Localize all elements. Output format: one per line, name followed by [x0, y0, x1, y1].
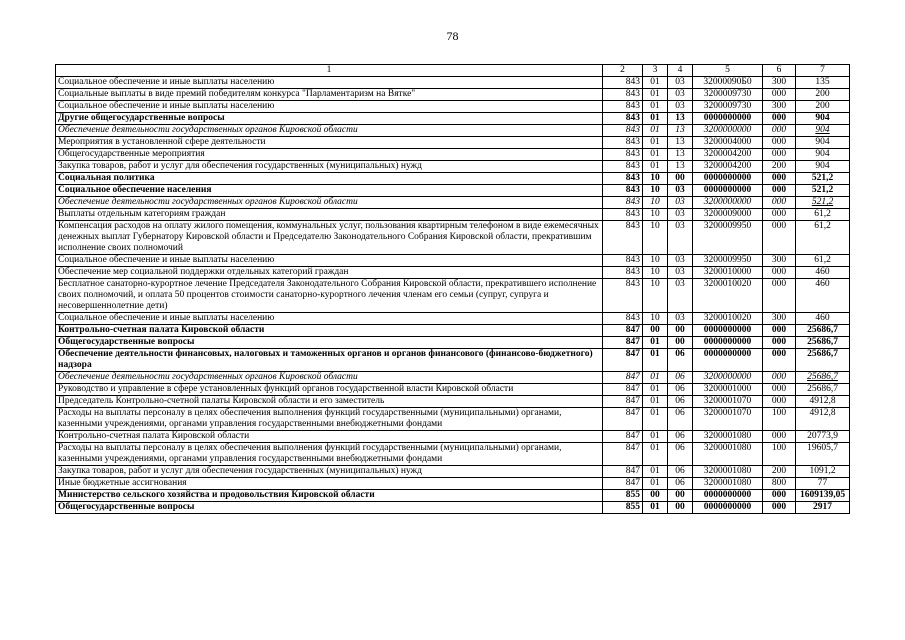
gov-code-cell: 847	[603, 337, 643, 349]
gov-code-cell: 847	[603, 431, 643, 443]
amount-cell: 904	[796, 149, 850, 161]
amount-cell: 904	[796, 113, 850, 125]
subsection-cell: 13	[668, 161, 693, 173]
amount-cell: 25686,7	[796, 325, 850, 337]
subsection-cell: 13	[668, 125, 693, 137]
table-row	[56, 125, 850, 137]
gov-code-cell: 847	[603, 384, 643, 396]
subsection-cell: 13	[668, 149, 693, 161]
subsection-cell: 03	[668, 313, 693, 325]
expense-type-cell: 100	[763, 408, 796, 431]
header-cell: 6	[763, 65, 796, 77]
expense-type-cell: 100	[763, 443, 796, 466]
expense-type-cell: 800	[763, 478, 796, 490]
expense-type-cell: 000	[763, 89, 796, 101]
row-name-cell: Компенсация расходов на оплату жилого помещения, коммунальных услуг, пользования квартирным телефоном в виде ежемесячных денежных выплат Губернатору Кировской области и Председателю Законодательного Собрания Кировской области, прекратившим исполнение своих полномочий	[56, 221, 603, 255]
gov-code-cell: 843	[603, 313, 643, 325]
section-cell: 01	[643, 113, 668, 125]
target-article-cell: 3200009950	[693, 255, 763, 267]
gov-code-cell: 843	[603, 101, 643, 113]
expense-type-cell: 000	[763, 490, 796, 502]
subsection-cell: 03	[668, 89, 693, 101]
gov-code-cell: 843	[603, 255, 643, 267]
header-cell: 2	[603, 65, 643, 77]
gov-code-cell: 847	[603, 408, 643, 431]
row-name-cell: Закупка товаров, работ и услуг для обеспечения государственных (муниципальных) нужд	[56, 161, 603, 173]
gov-code-cell: 843	[603, 173, 643, 185]
table-row	[56, 337, 850, 349]
row-name-cell: Социальное обеспечение и иные выплаты населению	[56, 77, 603, 89]
row-name-cell: Обеспечение деятельности финансовых, налоговых и таможенных органов и органов финансового (финансово-бюджетного) надзора	[56, 349, 603, 372]
section-cell: 01	[643, 125, 668, 137]
gov-code-cell: 843	[603, 221, 643, 255]
gov-code-cell: 847	[603, 443, 643, 466]
section-cell: 01	[643, 372, 668, 384]
subsection-cell: 06	[668, 443, 693, 466]
section-cell: 00	[643, 490, 668, 502]
target-article-cell: 3200001080	[693, 431, 763, 443]
amount-cell: 521,2	[796, 185, 850, 197]
subsection-cell: 03	[668, 197, 693, 209]
amount-cell: 521,2	[796, 173, 850, 185]
expense-type-cell: 300	[763, 77, 796, 89]
table-row	[56, 502, 850, 514]
target-article-cell: 3200001080	[693, 466, 763, 478]
expense-type-cell: 000	[763, 173, 796, 185]
expense-type-cell: 000	[763, 349, 796, 372]
section-cell: 10	[643, 255, 668, 267]
table-row	[56, 313, 850, 325]
section-cell: 10	[643, 221, 668, 255]
row-name-cell: Обеспечение деятельности государственных органов Кировской области	[56, 125, 603, 137]
subsection-cell: 06	[668, 408, 693, 431]
expense-type-cell: 300	[763, 101, 796, 113]
section-cell: 01	[643, 478, 668, 490]
gov-code-cell: 843	[603, 149, 643, 161]
gov-code-cell: 847	[603, 478, 643, 490]
table-row	[56, 466, 850, 478]
amount-cell: 77	[796, 478, 850, 490]
target-article-cell: 3200010000	[693, 267, 763, 279]
target-article-cell: 3200001070	[693, 408, 763, 431]
section-cell: 10	[643, 313, 668, 325]
row-name-cell: Расходы на выплаты персоналу в целях обеспечения выполнения функций государственными (муниципальными) органами, казенными учреждениями, органами управления государственными внебюджетными фондами	[56, 408, 603, 431]
page-number: 78	[446, 29, 459, 43]
expense-type-cell: 000	[763, 325, 796, 337]
section-cell: 01	[643, 443, 668, 466]
table-row	[56, 279, 850, 313]
amount-cell: 904	[796, 137, 850, 149]
gov-code-cell: 847	[603, 396, 643, 408]
expense-type-cell: 000	[763, 337, 796, 349]
target-article-cell: 0000000000	[693, 337, 763, 349]
target-article-cell: 0000000000	[693, 173, 763, 185]
section-cell: 01	[643, 502, 668, 514]
gov-code-cell: 855	[603, 502, 643, 514]
expense-type-cell: 000	[763, 372, 796, 384]
section-cell: 01	[643, 149, 668, 161]
amount-cell: 460	[796, 313, 850, 325]
subsection-cell: 06	[668, 466, 693, 478]
gov-code-cell: 843	[603, 89, 643, 101]
table-row	[56, 431, 850, 443]
target-article-cell: 3200001080	[693, 443, 763, 466]
target-article-cell: 3200001000	[693, 384, 763, 396]
row-name-cell: Обеспечение деятельности государственных органов Кировской области	[56, 372, 603, 384]
table-header-row	[56, 65, 850, 77]
table-row	[56, 221, 850, 255]
row-name-cell: Выплаты отдельным категориям граждан	[56, 209, 603, 221]
section-cell: 10	[643, 197, 668, 209]
target-article-cell: 3200001080	[693, 478, 763, 490]
table-row	[56, 149, 850, 161]
table-row	[56, 325, 850, 337]
table-row	[56, 372, 850, 384]
row-name-cell: Социальные выплаты в виде премий победителям конкурса "Парламентаризм на Вятке"	[56, 89, 603, 101]
amount-cell: 4912,8	[796, 408, 850, 431]
section-cell: 10	[643, 185, 668, 197]
amount-cell: 25686,7	[796, 372, 850, 384]
row-name-cell: Общегосударственные вопросы	[56, 502, 603, 514]
amount-cell: 460	[796, 279, 850, 313]
expense-type-cell: 000	[763, 125, 796, 137]
row-name-cell: Социальная политика	[56, 173, 603, 185]
target-article-cell: 32000090Б0	[693, 77, 763, 89]
expense-type-cell: 000	[763, 279, 796, 313]
table-row	[56, 443, 850, 466]
expense-type-cell: 000	[763, 431, 796, 443]
target-article-cell: 0000000000	[693, 349, 763, 372]
subsection-cell: 03	[668, 267, 693, 279]
expense-type-cell: 000	[763, 221, 796, 255]
row-name-cell: Контрольно-счетная палата Кировской области	[56, 431, 603, 443]
target-article-cell: 3200009730	[693, 101, 763, 113]
section-cell: 01	[643, 137, 668, 149]
expense-type-cell: 000	[763, 197, 796, 209]
amount-cell: 4912,8	[796, 396, 850, 408]
expense-type-cell: 200	[763, 161, 796, 173]
row-name-cell: Председатель Контрольно-счетной палаты Кировской области и его заместитель	[56, 396, 603, 408]
section-cell: 01	[643, 396, 668, 408]
amount-cell: 1609139,05	[796, 490, 850, 502]
amount-cell: 61,2	[796, 209, 850, 221]
target-article-cell: 3200000000	[693, 197, 763, 209]
subsection-cell: 06	[668, 478, 693, 490]
amount-cell: 19605,7	[796, 443, 850, 466]
expense-type-cell: 000	[763, 149, 796, 161]
target-article-cell: 0000000000	[693, 490, 763, 502]
header-cell: 3	[643, 65, 668, 77]
target-article-cell: 3200001070	[693, 396, 763, 408]
gov-code-cell: 843	[603, 125, 643, 137]
section-cell: 01	[643, 77, 668, 89]
table-row	[56, 173, 850, 185]
table-row	[56, 478, 850, 490]
table-row	[56, 490, 850, 502]
table-row	[56, 137, 850, 149]
row-name-cell: Руководство и управление в сфере установленных функций органов государственной власти Кировской области	[56, 384, 603, 396]
gov-code-cell: 855	[603, 490, 643, 502]
table-row	[56, 101, 850, 113]
amount-cell: 460	[796, 267, 850, 279]
subsection-cell: 00	[668, 325, 693, 337]
row-name-cell: Иные бюджетные ассигнования	[56, 478, 603, 490]
expense-type-cell: 300	[763, 313, 796, 325]
row-name-cell: Контрольно-счетная палата Кировской области	[56, 325, 603, 337]
section-cell: 00	[643, 325, 668, 337]
table-row	[56, 255, 850, 267]
row-name-cell: Социальное обеспечение населения	[56, 185, 603, 197]
gov-code-cell: 843	[603, 185, 643, 197]
expense-type-cell: 000	[763, 185, 796, 197]
section-cell: 10	[643, 267, 668, 279]
table-row	[56, 209, 850, 221]
amount-cell: 904	[796, 125, 850, 137]
gov-code-cell: 843	[603, 279, 643, 313]
section-cell: 01	[643, 466, 668, 478]
row-name-cell: Социальное обеспечение и иные выплаты населению	[56, 313, 603, 325]
subsection-cell: 03	[668, 209, 693, 221]
row-name-cell: Общегосударственные вопросы	[56, 337, 603, 349]
amount-cell: 20773,9	[796, 431, 850, 443]
table-row	[56, 396, 850, 408]
row-name-cell: Мероприятия в установленной сфере деятельности	[56, 137, 603, 149]
header-cell: 1	[56, 65, 603, 77]
subsection-cell: 00	[668, 490, 693, 502]
expense-type-cell: 200	[763, 466, 796, 478]
section-cell: 01	[643, 161, 668, 173]
subsection-cell: 13	[668, 137, 693, 149]
section-cell: 10	[643, 209, 668, 221]
table-row	[56, 267, 850, 279]
target-article-cell: 3200010020	[693, 279, 763, 313]
subsection-cell: 03	[668, 255, 693, 267]
table-row	[56, 384, 850, 396]
budget-table	[55, 64, 850, 514]
header-cell: 7	[796, 65, 850, 77]
expense-type-cell: 000	[763, 384, 796, 396]
amount-cell: 25686,7	[796, 384, 850, 396]
row-name-cell: Социальное обеспечение и иные выплаты населению	[56, 101, 603, 113]
subsection-cell: 06	[668, 431, 693, 443]
subsection-cell: 03	[668, 101, 693, 113]
gov-code-cell: 847	[603, 466, 643, 478]
gov-code-cell: 843	[603, 161, 643, 173]
expense-type-cell: 000	[763, 137, 796, 149]
amount-cell: 200	[796, 101, 850, 113]
section-cell: 01	[643, 431, 668, 443]
gov-code-cell: 843	[603, 113, 643, 125]
header-cell: 5	[693, 65, 763, 77]
target-article-cell: 3200009950	[693, 221, 763, 255]
row-name-cell: Обеспечение деятельности государственных органов Кировской области	[56, 197, 603, 209]
section-cell: 01	[643, 337, 668, 349]
amount-cell: 135	[796, 77, 850, 89]
target-article-cell: 3200004200	[693, 149, 763, 161]
row-name-cell: Социальное обеспечение и иные выплаты населению	[56, 255, 603, 267]
table-row	[56, 197, 850, 209]
target-article-cell: 0000000000	[693, 502, 763, 514]
row-name-cell: Расходы на выплаты персоналу в целях обеспечения выполнения функций государственными (муниципальными) органами, казенными учреждениями, органами управления государственными внебюджетными фондами	[56, 443, 603, 466]
target-article-cell: 3200004000	[693, 137, 763, 149]
expense-type-cell: 000	[763, 502, 796, 514]
section-cell: 01	[643, 384, 668, 396]
subsection-cell: 06	[668, 372, 693, 384]
header-cell: 4	[668, 65, 693, 77]
target-article-cell: 3200000000	[693, 125, 763, 137]
gov-code-cell: 843	[603, 77, 643, 89]
target-article-cell: 0000000000	[693, 325, 763, 337]
subsection-cell: 03	[668, 77, 693, 89]
subsection-cell: 03	[668, 185, 693, 197]
row-name-cell: Общегосударственные мероприятия	[56, 149, 603, 161]
subsection-cell: 00	[668, 502, 693, 514]
gov-code-cell: 843	[603, 137, 643, 149]
gov-code-cell: 847	[603, 325, 643, 337]
row-name-cell: Обеспечение мер социальной поддержки отдельных категорий граждан	[56, 267, 603, 279]
gov-code-cell: 843	[603, 197, 643, 209]
table-row	[56, 77, 850, 89]
gov-code-cell: 847	[603, 372, 643, 384]
section-cell: 01	[643, 349, 668, 372]
subsection-cell: 03	[668, 279, 693, 313]
gov-code-cell: 843	[603, 267, 643, 279]
row-name-cell: Министерство сельского хозяйства и продовольствия Кировской области	[56, 490, 603, 502]
table-row	[56, 161, 850, 173]
target-article-cell: 3200010020	[693, 313, 763, 325]
row-name-cell: Закупка товаров, работ и услуг для обеспечения государственных (муниципальных) нужд	[56, 466, 603, 478]
section-cell: 10	[643, 173, 668, 185]
section-cell: 01	[643, 408, 668, 431]
target-article-cell: 0000000000	[693, 185, 763, 197]
amount-cell: 25686,7	[796, 337, 850, 349]
row-name-cell: Другие общегосударственные вопросы	[56, 113, 603, 125]
section-cell: 10	[643, 279, 668, 313]
amount-cell: 521,2	[796, 197, 850, 209]
amount-cell: 200	[796, 89, 850, 101]
section-cell: 01	[643, 101, 668, 113]
expense-type-cell: 000	[763, 113, 796, 125]
amount-cell: 1091,2	[796, 466, 850, 478]
row-name-cell: Бесплатное санаторно-курортное лечение Председателя Законодательного Собрания Кировской области, прекратившего исполнение своих полномочий, и оплата 50 процентов стоимости санаторно-курортного лечения членам его семьи (супруг, супруга и несовершеннолетние дети)	[56, 279, 603, 313]
target-article-cell: 3200009000	[693, 209, 763, 221]
amount-cell: 904	[796, 161, 850, 173]
table-row	[56, 349, 850, 372]
subsection-cell: 06	[668, 396, 693, 408]
amount-cell: 2917	[796, 502, 850, 514]
amount-cell: 61,2	[796, 255, 850, 267]
target-article-cell: 3200009730	[693, 89, 763, 101]
subsection-cell: 06	[668, 384, 693, 396]
subsection-cell: 06	[668, 349, 693, 372]
subsection-cell: 00	[668, 173, 693, 185]
gov-code-cell: 843	[603, 209, 643, 221]
table-row	[56, 113, 850, 125]
gov-code-cell: 847	[603, 349, 643, 372]
table-row	[56, 89, 850, 101]
subsection-cell: 13	[668, 113, 693, 125]
amount-cell: 25686,7	[796, 349, 850, 372]
amount-cell: 61,2	[796, 221, 850, 255]
expense-type-cell: 000	[763, 209, 796, 221]
subsection-cell: 03	[668, 221, 693, 255]
target-article-cell: 0000000000	[693, 113, 763, 125]
expense-type-cell: 300	[763, 255, 796, 267]
target-article-cell: 3200000000	[693, 372, 763, 384]
expense-type-cell: 000	[763, 267, 796, 279]
table-row	[56, 408, 850, 431]
section-cell: 01	[643, 89, 668, 101]
expense-type-cell: 000	[763, 396, 796, 408]
subsection-cell: 00	[668, 337, 693, 349]
table-row	[56, 185, 850, 197]
target-article-cell: 3200004200	[693, 161, 763, 173]
